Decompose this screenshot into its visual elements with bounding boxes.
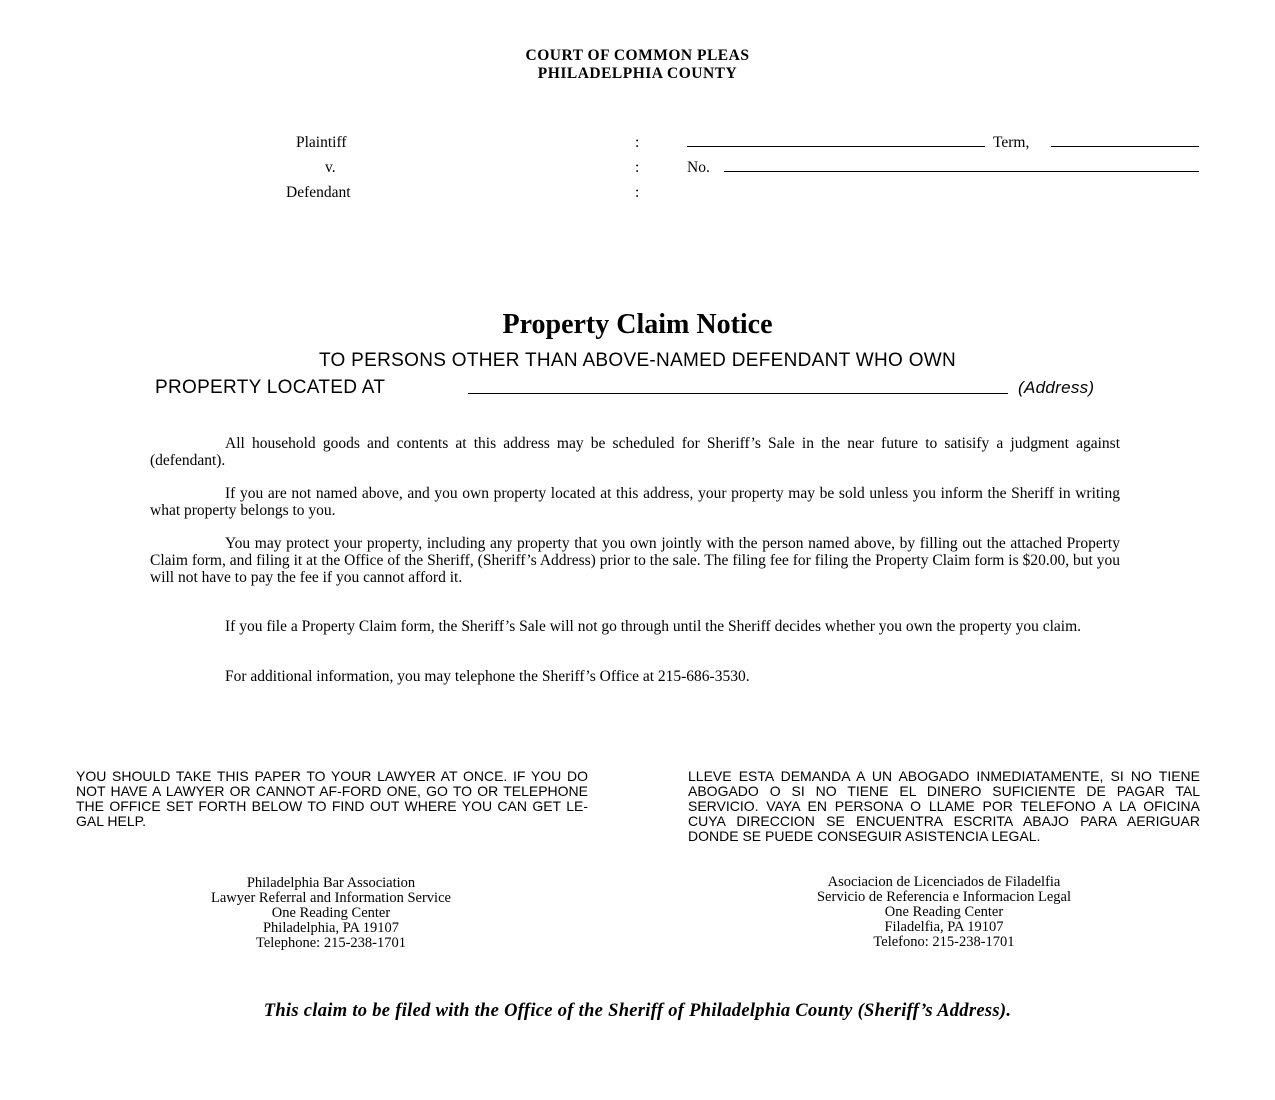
address-line: One Reading Center	[271, 905, 391, 921]
address-line: Lawyer Referral and Information Service	[211, 890, 451, 906]
address-blank-line[interactable]	[468, 393, 1008, 394]
notice-subtitle: TO PERSONS OTHER THAN ABOVE-NAMED DEFENDANT WHO OWN	[318, 350, 957, 371]
paragraph: For additional information, you may telephone the Sheriff’s Office at 215-686-3530.	[225, 668, 750, 685]
number-label: No.	[687, 159, 710, 176]
property-located-label: PROPERTY LOCATED AT	[155, 377, 386, 398]
term-year-blank-line[interactable]	[1051, 146, 1199, 147]
county-name: PHILADELPHIA COUNTY	[537, 65, 738, 82]
address-line: Telefono: 215-238-1701	[873, 934, 1015, 950]
term-blank-line[interactable]	[687, 146, 985, 147]
warning-spanish: LLEVE ESTA DEMANDA A UN ABOGADO INMEDIATAMENTE, SI NO TIENE ABOGADO O SI NO TIENE EL DINERO SUFICIENTE DE PAGAR TAL SERVICIO. VAYA EN PERSONA O LLAME POR TELEFONO A LA OFICINA CUYA DIRECCION SE ENCUENTRA ESCRITA ABAJO PARA AERIGUAR DONDE SE PUEDE CONSEGUIR ASISTENCIA LEGAL.	[688, 768, 1200, 844]
caption-colon: :	[635, 134, 640, 151]
bar-association-address-en	[130, 876, 532, 951]
address-line: Asociacion de Licenciados de Filadelfia	[827, 874, 1061, 890]
plaintiff-label: Plaintiff	[296, 134, 347, 151]
bar-association-address-es	[743, 875, 1145, 950]
paragraph: You may protect your property, including any property that you own jointly with the person named above, by filling out the attached Property Claim form, and filing it at the Office of the Sheriff, (Sheriff’s Address) prior to the sale. The filing fee for filing the Property Claim form is $20.00, but you will not have to pay the fee if you cannot afford it.	[150, 535, 1120, 586]
court-name: COURT OF COMMON PLEAS	[525, 47, 750, 64]
versus-label: v.	[325, 159, 336, 176]
caption-colon: :	[635, 184, 640, 201]
address-line: Philadelphia Bar Association	[246, 875, 416, 891]
notice-title: Property Claim Notice	[502, 309, 773, 340]
paragraph: If you are not named above, and you own property located at this address, your property may be sold unless you inform the Sheriff in writing what property belongs to you.	[150, 485, 1120, 519]
address-line: Philadelphia, PA 19107	[262, 920, 399, 936]
filing-instruction: This claim to be filed with the Office of the Sheriff of Philadelphia County (Sheriff’s Address).	[263, 1001, 1012, 1021]
paragraph: If you file a Property Claim form, the Sheriff’s Sale will not go through until the Sheriff decides whether you own the property you claim.	[225, 618, 1082, 635]
address-line: Servicio de Referencia e Informacion Legal	[816, 889, 1072, 905]
address-label: (Address)	[1018, 378, 1095, 397]
paragraph: All household goods and contents at this address may be scheduled for Sheriff’s Sale in the near future to satisify a judgment against (defendant).	[150, 435, 1120, 469]
warning-english: YOU SHOULD TAKE THIS PAPER TO YOUR LAWYER AT ONCE. IF YOU DO NOT HAVE A LAWYER OR CANNOT AF-FORD ONE, GO TO OR TELEPHONE THE OFFICE SET FORTH BELOW TO FIND OUT WHERE YOU CAN GET LE-GAL HELP.	[76, 768, 588, 829]
address-line: One Reading Center	[884, 904, 1004, 920]
court-header	[0, 47, 1275, 83]
caption-colon: :	[635, 159, 640, 176]
address-line: Filadelfia, PA 19107	[884, 919, 1004, 935]
defendant-label: Defendant	[286, 184, 351, 201]
term-label: Term,	[993, 134, 1030, 151]
address-line: Telephone: 215-238-1701	[256, 935, 406, 951]
number-blank-line[interactable]	[724, 171, 1199, 172]
